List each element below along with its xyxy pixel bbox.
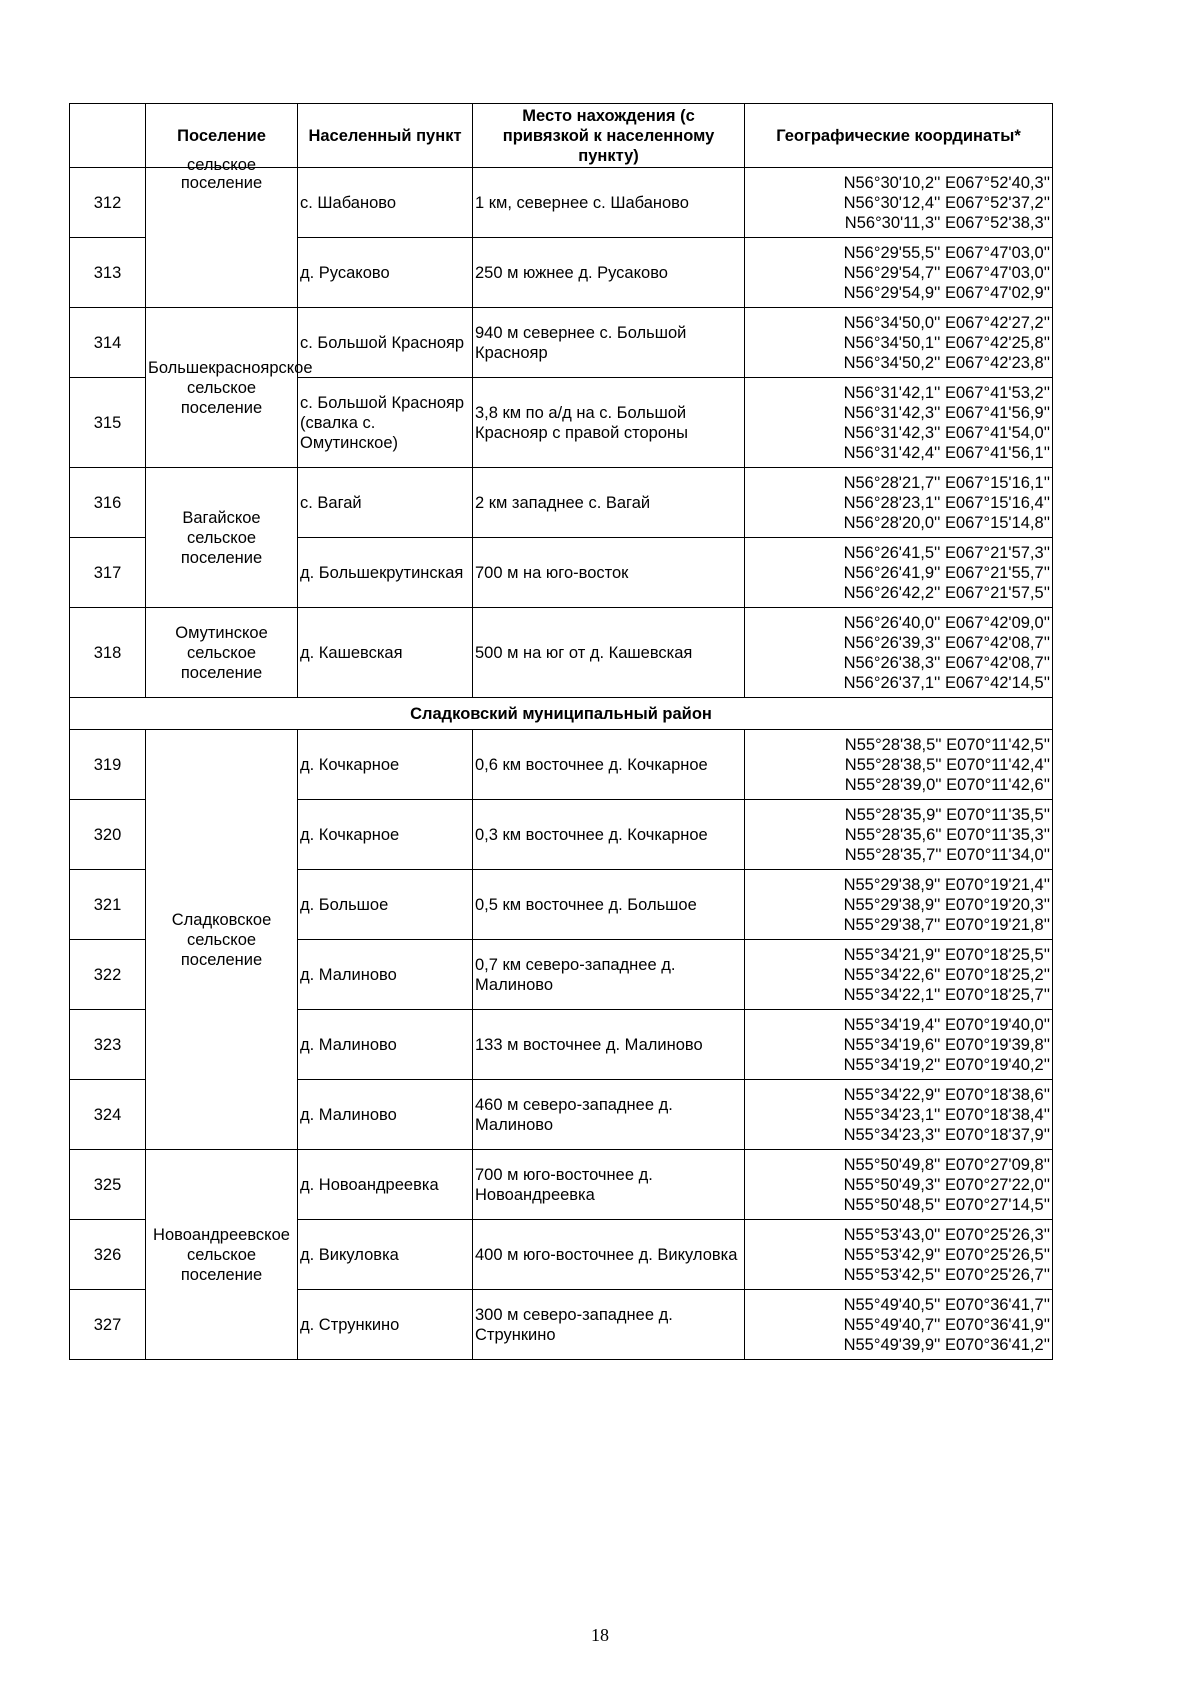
coord-line: N56°28'23,1'' E067°15'16,4'' xyxy=(843,493,1050,512)
place-cell: 300 м северо-западнее д. Стрункино xyxy=(473,1290,745,1360)
row-number: 319 xyxy=(70,730,146,800)
row-number: 326 xyxy=(70,1220,146,1290)
coord-line: N56°26'41,9'' E067°21'55,7'' xyxy=(843,563,1050,582)
table-row xyxy=(70,730,1053,800)
coord-line: N56°34'50,1'' E067°42'25,8'' xyxy=(843,333,1050,352)
settlement-cell: Сладковское сельское поселение xyxy=(146,730,298,1150)
coord-line: N55°34'22,1'' E070°18'25,7'' xyxy=(843,985,1050,1004)
row-number: 325 xyxy=(70,1150,146,1220)
coord-line: N56°31'42,4'' E067°41'56,1'' xyxy=(843,443,1050,462)
coord-line: N56°31'42,3'' E067°41'54,0'' xyxy=(843,423,1050,442)
coords-cell xyxy=(745,1220,1053,1290)
village-cell: д. Новоандреевка xyxy=(298,1150,473,1220)
table-row xyxy=(70,1150,1053,1220)
place-cell: 400 м юго-восточнее д. Викуловка xyxy=(473,1220,745,1290)
coord-line: N56°30'12,4'' E067°52'37,2'' xyxy=(843,193,1050,212)
village-cell: д. Кочкарное xyxy=(298,730,473,800)
row-number: 321 xyxy=(70,870,146,940)
coords-cell xyxy=(745,1290,1053,1360)
coord-line: N56°26'39,3'' E067°42'08,7'' xyxy=(843,633,1050,652)
place-cell: 700 м юго-восточнее д. Новоандреевка xyxy=(473,1150,745,1220)
coords-cell xyxy=(745,378,1053,468)
coord-line: N56°28'21,7'' E067°15'16,1'' xyxy=(843,473,1050,492)
coord-line: N55°34'19,2'' E070°19'40,2'' xyxy=(843,1055,1050,1074)
header-num xyxy=(70,104,146,168)
row-number: 322 xyxy=(70,940,146,1010)
coord-line: N55°28'35,6'' E070°11'35,3'' xyxy=(844,825,1050,844)
village-cell: д. Кочкарное xyxy=(298,800,473,870)
coord-line: N55°34'21,9'' E070°18'25,5'' xyxy=(843,945,1050,964)
village-cell: д. Стрункино xyxy=(298,1290,473,1360)
row-number: 317 xyxy=(70,538,146,608)
coord-line: N55°34'22,6'' E070°18'25,2'' xyxy=(843,965,1050,984)
table-row xyxy=(70,168,1053,238)
coord-line: N55°53'42,9'' E070°25'26,5'' xyxy=(843,1245,1050,1264)
coords-cell xyxy=(745,168,1053,238)
place-cell: 2 км западнее с. Вагай xyxy=(473,468,745,538)
place-cell: 0,3 км восточнее д. Кочкарное xyxy=(473,800,745,870)
coord-line: N56°26'40,0'' E067°42'09,0'' xyxy=(843,613,1050,632)
coord-line: N55°50'49,8'' E070°27'09,8'' xyxy=(843,1155,1050,1174)
district-title: Сладковский муниципальный район xyxy=(70,698,1053,730)
village-cell: д. Кашевская xyxy=(298,608,473,698)
place-cell: 700 м на юго-восток xyxy=(473,538,745,608)
coord-line: N56°29'55,5'' E067°47'03,0'' xyxy=(843,243,1050,262)
row-number: 313 xyxy=(70,238,146,308)
coord-line: N56°26'38,3'' E067°42'08,7'' xyxy=(843,653,1050,672)
coords-cell xyxy=(745,800,1053,870)
village-cell: д. Большое xyxy=(298,870,473,940)
coord-line: N56°31'42,3'' E067°41'56,9'' xyxy=(843,403,1050,422)
coords-cell xyxy=(745,730,1053,800)
coord-line: N55°34'19,4'' E070°19'40,0'' xyxy=(843,1015,1050,1034)
coord-line: N55°28'38,5'' E070°11'42,5'' xyxy=(844,735,1050,754)
coord-line: N55°50'49,3'' E070°27'22,0'' xyxy=(843,1175,1050,1194)
settlement-cell: Омутинское сельское поселение xyxy=(146,608,298,698)
header-coords: Географические координаты* xyxy=(745,104,1053,168)
table-row xyxy=(70,608,1053,698)
village-cell: д. Русаково xyxy=(298,238,473,308)
page-number: 18 xyxy=(591,1625,609,1645)
settlement-cell: Новоандреевское сельское поселение xyxy=(146,1150,298,1360)
village-cell: с. Шабаново xyxy=(298,168,473,238)
coord-line: N55°28'35,9'' E070°11'35,5'' xyxy=(844,805,1050,824)
village-cell: д. Викуловка xyxy=(298,1220,473,1290)
place-cell: 0,6 км восточнее д. Кочкарное xyxy=(473,730,745,800)
coord-line: N55°34'22,9'' E070°18'38,6'' xyxy=(843,1085,1050,1104)
coord-line: N55°34'19,6'' E070°19'39,8'' xyxy=(843,1035,1050,1054)
place-cell: 133 м восточнее д. Малиново xyxy=(473,1010,745,1080)
place-cell: 250 м южнее д. Русаково xyxy=(473,238,745,308)
row-number: 327 xyxy=(70,1290,146,1360)
sites-table xyxy=(69,103,1053,1360)
coord-line: N56°30'10,2'' E067°52'40,3'' xyxy=(843,173,1050,192)
settlement-cell xyxy=(146,156,298,308)
coord-line: N55°34'23,3'' E070°18'37,9'' xyxy=(843,1125,1050,1144)
coords-cell xyxy=(745,940,1053,1010)
place-cell: 3,8 км по а/д на с. Большой Краснояр с правой стороны xyxy=(473,378,745,468)
village-cell: д. Большекрутинская xyxy=(298,538,473,608)
coords-cell xyxy=(745,1080,1053,1150)
coords-cell xyxy=(745,538,1053,608)
table-row xyxy=(70,308,1053,378)
coord-line: N55°49'40,7'' E070°36'41,9'' xyxy=(843,1315,1050,1334)
row-number: 324 xyxy=(70,1080,146,1150)
place-cell: 500 м на юг от д. Кашевская xyxy=(473,608,745,698)
place-cell: 940 м севернее с. Большой Краснояр xyxy=(473,308,745,378)
coord-line: N55°29'38,9'' E070°19'21,4'' xyxy=(843,875,1050,894)
coord-line: N55°49'39,9'' E070°36'41,2'' xyxy=(843,1335,1050,1354)
coords-cell xyxy=(745,308,1053,378)
row-number: 316 xyxy=(70,468,146,538)
coords-cell xyxy=(745,870,1053,940)
coord-line: N55°53'43,0'' E070°25'26,3'' xyxy=(843,1225,1050,1244)
coord-line: N55°34'23,1'' E070°18'38,4'' xyxy=(843,1105,1050,1124)
coord-line: N55°28'35,7'' E070°11'34,0'' xyxy=(844,845,1050,864)
settlement-cell: Большекрасноярское сельское поселение xyxy=(146,308,298,468)
row-number: 312 xyxy=(70,168,146,238)
coords-cell xyxy=(745,468,1053,538)
village-cell: д. Малиново xyxy=(298,940,473,1010)
coord-line: N55°28'39,0'' E070°11'42,6'' xyxy=(844,775,1050,794)
village-cell: с. Большой Краснояр xyxy=(298,308,473,378)
header-settlement: Поселение xyxy=(146,104,298,168)
coord-line: N55°50'48,5'' E070°27'14,5'' xyxy=(843,1195,1050,1214)
coord-line: N55°28'38,5'' E070°11'42,4'' xyxy=(844,755,1050,774)
coord-line: N56°34'50,2'' E067°42'23,8'' xyxy=(843,353,1050,372)
coord-line: N56°30'11,3'' E067°52'38,3'' xyxy=(844,213,1050,232)
coord-line: N55°29'38,9'' E070°19'20,3'' xyxy=(843,895,1050,914)
settlement-text: поселение xyxy=(180,174,263,192)
coord-line: N56°29'54,9'' E067°47'02,9'' xyxy=(843,283,1050,302)
row-number: 318 xyxy=(70,608,146,698)
coords-cell xyxy=(745,608,1053,698)
coord-line: N56°26'42,2'' E067°21'57,5'' xyxy=(843,583,1050,602)
village-cell: д. Малиново xyxy=(298,1010,473,1080)
coord-line: N55°49'40,5'' E070°36'41,7'' xyxy=(843,1295,1050,1314)
row-number: 323 xyxy=(70,1010,146,1080)
coords-cell xyxy=(745,1150,1053,1220)
header-village: Населенный пункт xyxy=(298,104,473,168)
coord-line: N56°34'50,0'' E067°42'27,2'' xyxy=(843,313,1050,332)
place-cell: 0,5 км восточнее д. Большое xyxy=(473,870,745,940)
coord-line: N55°53'42,5'' E070°25'26,7'' xyxy=(843,1265,1050,1284)
coord-line: N55°29'38,7'' E070°19'21,8'' xyxy=(843,915,1050,934)
coords-cell xyxy=(745,238,1053,308)
row-number: 315 xyxy=(70,378,146,468)
coord-line: N56°31'42,1'' E067°41'53,2'' xyxy=(843,383,1050,402)
coord-line: N56°26'37,1'' E067°42'14,5'' xyxy=(843,673,1050,692)
district-row xyxy=(70,698,1053,730)
row-number: 320 xyxy=(70,800,146,870)
village-cell: д. Малиново xyxy=(298,1080,473,1150)
place-cell: 0,7 км северо-западнее д. Малиново xyxy=(473,940,745,1010)
village-cell: с. Вагай xyxy=(298,468,473,538)
village-cell: с. Большой Краснояр (свалка с. Омутинское) xyxy=(298,378,473,468)
row-number: 314 xyxy=(70,308,146,378)
coord-line: N56°29'54,7'' E067°47'03,0'' xyxy=(843,263,1050,282)
coords-cell xyxy=(745,1010,1053,1080)
header-place: Место нахождения (с привязкой к населенному пункту) xyxy=(473,104,745,168)
settlement-cell: Вагайское сельское поселение xyxy=(146,468,298,608)
coord-line: N56°26'41,5'' E067°21'57,3'' xyxy=(843,543,1050,562)
place-cell: 460 м северо-западнее д. Малиново xyxy=(473,1080,745,1150)
coord-line: N56°28'20,0'' E067°15'14,8'' xyxy=(843,513,1050,532)
settlement-partial-text: сельское xyxy=(186,156,257,174)
place-cell: 1 км, севернее с. Шабаново xyxy=(473,168,745,238)
table-row xyxy=(70,468,1053,538)
